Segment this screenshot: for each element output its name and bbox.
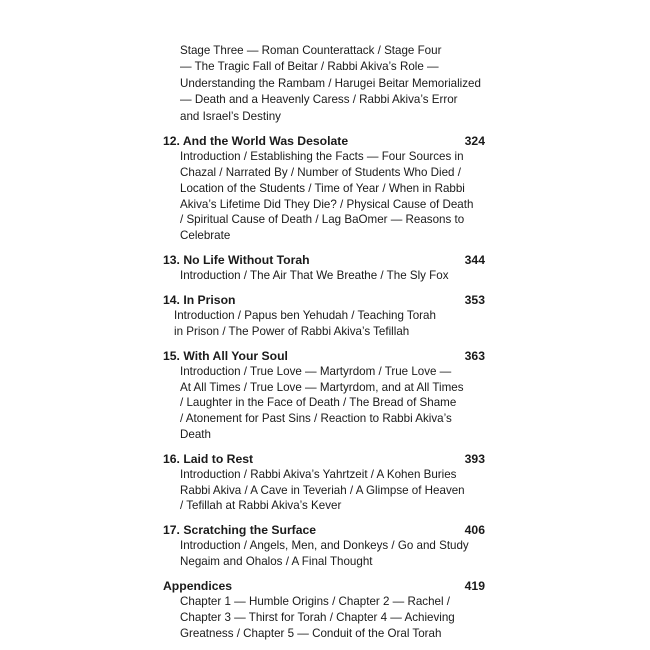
topic-line: Introduction / The Air That We Breathe / The Sly Fox xyxy=(180,269,449,283)
topic-line: in Prison / The Power of Rabbi Akiva’s Tefillah xyxy=(174,324,410,338)
chapter-topics xyxy=(163,467,488,514)
entry-heading xyxy=(163,292,488,308)
topic-line: Introduction / Papus ben Yehudah / Teaching Torah xyxy=(174,309,436,323)
page-number: 324 xyxy=(464,134,485,149)
topic-line: Greatness / Chapter 5 — Conduit of the Oral Torah xyxy=(180,626,442,640)
topic-line: Stage Three — Roman Counterattack / Stage Four xyxy=(180,44,442,57)
toc-entry-chapter-17 xyxy=(163,522,488,570)
topic-line: At All Times / True Love — Martyrdom, and at All Times xyxy=(180,380,464,394)
entry-heading xyxy=(163,522,488,538)
topic-line: Understanding the Rambam / Harugei Beitar Memorialized xyxy=(180,76,481,90)
entry-heading xyxy=(163,578,488,594)
entry-heading xyxy=(163,451,488,467)
page-number: 406 xyxy=(464,523,485,538)
topic-line: — Death and a Heavenly Caress / Rabbi Akiva’s Error xyxy=(180,93,458,107)
topic-line: Chazal / Narrated By / Number of Students Who Died / xyxy=(180,166,461,180)
topic-line: Introduction / Angels, Men, and Donkeys / Go and Study xyxy=(180,539,469,553)
chapter-title: 12. And the World Was Desolate xyxy=(163,134,349,149)
toc-entry-chapter-14 xyxy=(163,292,488,340)
topic-line: Negaim and Ohalos / A Final Thought xyxy=(180,555,373,569)
appendix-topics xyxy=(163,594,488,641)
entry-heading xyxy=(163,252,488,268)
page-number: 419 xyxy=(464,578,485,593)
topic-line: Chapter 1 — Humble Origins / Chapter 2 — Rachel / xyxy=(180,595,450,609)
topic-line: / Spiritual Cause of Death / Lag BaOmer — Reasons to xyxy=(180,213,465,227)
chapter-title: 17. Scratching the Surface xyxy=(163,523,317,538)
toc-entry-chapter-12 xyxy=(163,133,488,244)
topic-line: Chapter 3 — Thirst for Torah / Chapter 4 — Achieving xyxy=(180,610,455,624)
topic-line: Introduction / Rabbi Akiva’s Yahrtzeit / A Kohen Buries xyxy=(180,467,457,481)
toc-entry-chapter-15 xyxy=(163,348,488,443)
topic-line: Akiva’s Lifetime Did They Die? / Physical Cause of Death xyxy=(180,197,474,211)
topic-line: Death xyxy=(180,427,211,441)
chapter-topics xyxy=(163,149,488,243)
toc-entry-chapter-13 xyxy=(163,252,488,284)
chapter-topics xyxy=(163,538,488,569)
topic-line: Introduction / True Love — Martyrdom / True Love — xyxy=(180,364,452,378)
chapter-title: 15. With All Your Soul xyxy=(163,348,288,363)
chapter-title: 14. In Prison xyxy=(163,292,236,307)
topic-line: Rabbi Akiva / A Cave in Teveriah / A Glimpse of Heaven xyxy=(180,483,465,497)
toc-entry-appendices xyxy=(163,578,488,642)
topic-line: Location of the Students / Time of Year / When in Rabbi xyxy=(180,181,465,195)
topic-line: and Israel’s Destiny xyxy=(180,109,281,123)
chapter-topics xyxy=(163,308,488,339)
topic-line: / Laughter in the Face of Death / The Bread of Shame xyxy=(180,396,457,410)
chapter-title: 16. Laid to Rest xyxy=(163,451,254,466)
page-number: 363 xyxy=(464,348,485,363)
toc-entry-chapter-16 xyxy=(163,451,488,515)
chapter-topics xyxy=(163,364,488,443)
topic-line: / Atonement for Past Sins / Reaction to Rabbi Akiva’s xyxy=(180,412,452,426)
entry-heading xyxy=(163,133,488,149)
page-number: 393 xyxy=(464,451,485,466)
page-number: 353 xyxy=(464,292,485,307)
topic-line: — The Tragic Fall of Beitar / Rabbi Akiva’s Role — xyxy=(180,60,439,74)
topic-line: / Tefillah at Rabbi Akiva’s Kever xyxy=(180,499,342,513)
topic-line: Introduction / Establishing the Facts — Four Sources in xyxy=(180,150,464,164)
chapter-title: 13. No Life Without Torah xyxy=(163,252,310,267)
topic-line: Celebrate xyxy=(180,228,231,242)
entry-heading xyxy=(163,348,488,364)
section-title: Appendices xyxy=(163,578,233,593)
table-of-contents xyxy=(163,43,488,641)
continued-chapter-topics xyxy=(163,43,488,125)
page-number: 344 xyxy=(464,252,485,267)
chapter-topics xyxy=(163,268,488,284)
